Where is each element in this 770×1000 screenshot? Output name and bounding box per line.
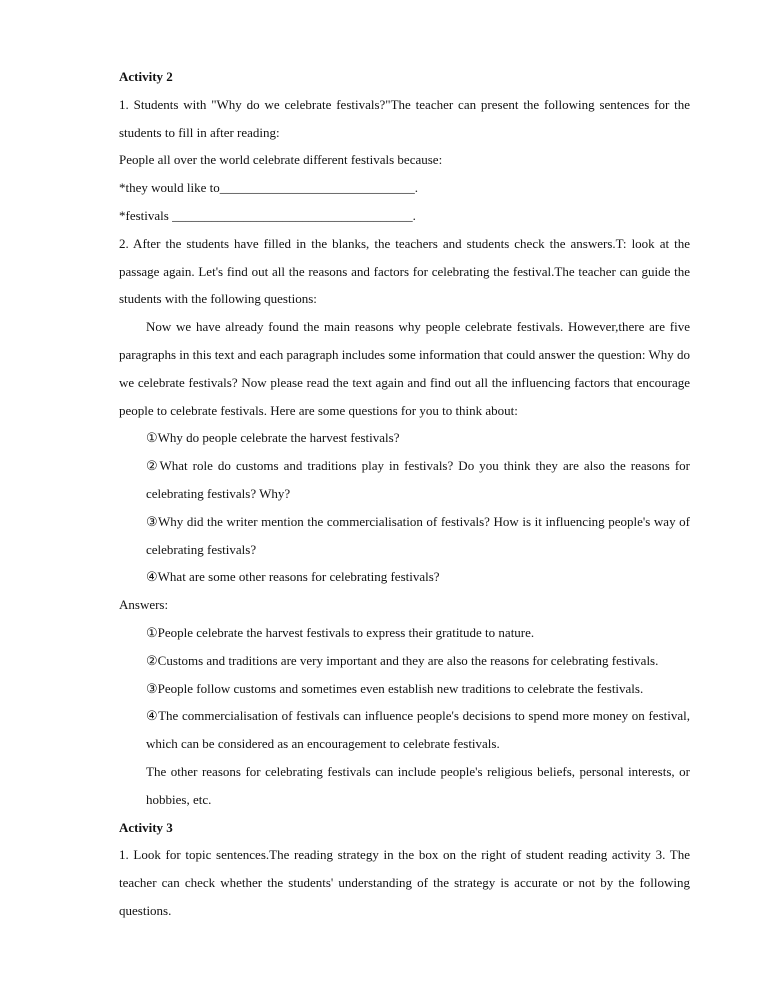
answer-item-3: ③People follow customs and sometimes even establish new traditions to celebrate the festivals. xyxy=(146,680,644,696)
answer-item-2: ②Customs and traditions are very important and they are also the reasons for celebrating festivals. xyxy=(146,652,659,668)
answer-item-1: ①People celebrate the harvest festivals to express their gratitude to nature. xyxy=(146,624,535,640)
activity-3-paragraph-1: 1. Look for topic sentences.The reading strategy in the box on the right of student reading activity 3. The teacher can check whether the students' understanding of the strategy is accurate or not by the following questions. xyxy=(119,847,690,918)
activity-3-heading: Activity 3 xyxy=(119,819,173,835)
activity-2-paragraph-4: Now we have already found the main reasons why people celebrate festivals. However,there are five paragraphs in this text and each paragraph includes some information that could answer the question: Why do we celebrate festivals? Now please read the text again and find out all the influencing factors that encourage people to celebrate festivals. Here are some questions for you to think about: xyxy=(119,319,690,418)
other-reasons-paragraph: The other reasons for celebrating festivals can include people's religious beliefs, personal interests, or hobbies, etc. xyxy=(146,763,690,807)
fill-in-blank-2: *festivals _____________________________________. xyxy=(119,207,416,223)
question-item-2: ②What role do customs and traditions play in festivals? Do you think they are also the reasons for celebrating festivals? Why? xyxy=(146,458,690,501)
activity-2-paragraph-1: 1. Students with "Why do we celebrate festivals?"The teacher can present the following sentences for the students to fill in after reading: xyxy=(119,96,690,140)
activity-2-heading: Activity 2 xyxy=(119,69,173,84)
activity-2-paragraph-2: People all over the world celebrate different festivals because: xyxy=(119,152,443,168)
activity-2-paragraph-3: 2. After the students have filled in the blanks, the teachers and students check the answers.T: look at the passage again. Let's find out all the reasons and factors for celebrating the festival.The teacher can guide the students with the following questions: xyxy=(119,235,690,307)
question-item-4: ④What are some other reasons for celebrating festivals? xyxy=(146,569,440,585)
question-item-1: ①Why do people celebrate the harvest festivals? xyxy=(146,430,400,446)
fill-in-blank-1: *they would like to______________________________. xyxy=(119,180,418,196)
document-body xyxy=(119,63,690,925)
answers-label: Answers: xyxy=(119,597,169,613)
question-item-3: ③Why did the writer mention the commercialisation of festivals? How is it influencing people's way of celebrating festivals? xyxy=(146,513,690,557)
answer-item-4: ④The commercialisation of festivals can influence people's decisions to spend more money on festival, which can be considered as an encouragement to celebrate festivals. xyxy=(146,708,690,752)
